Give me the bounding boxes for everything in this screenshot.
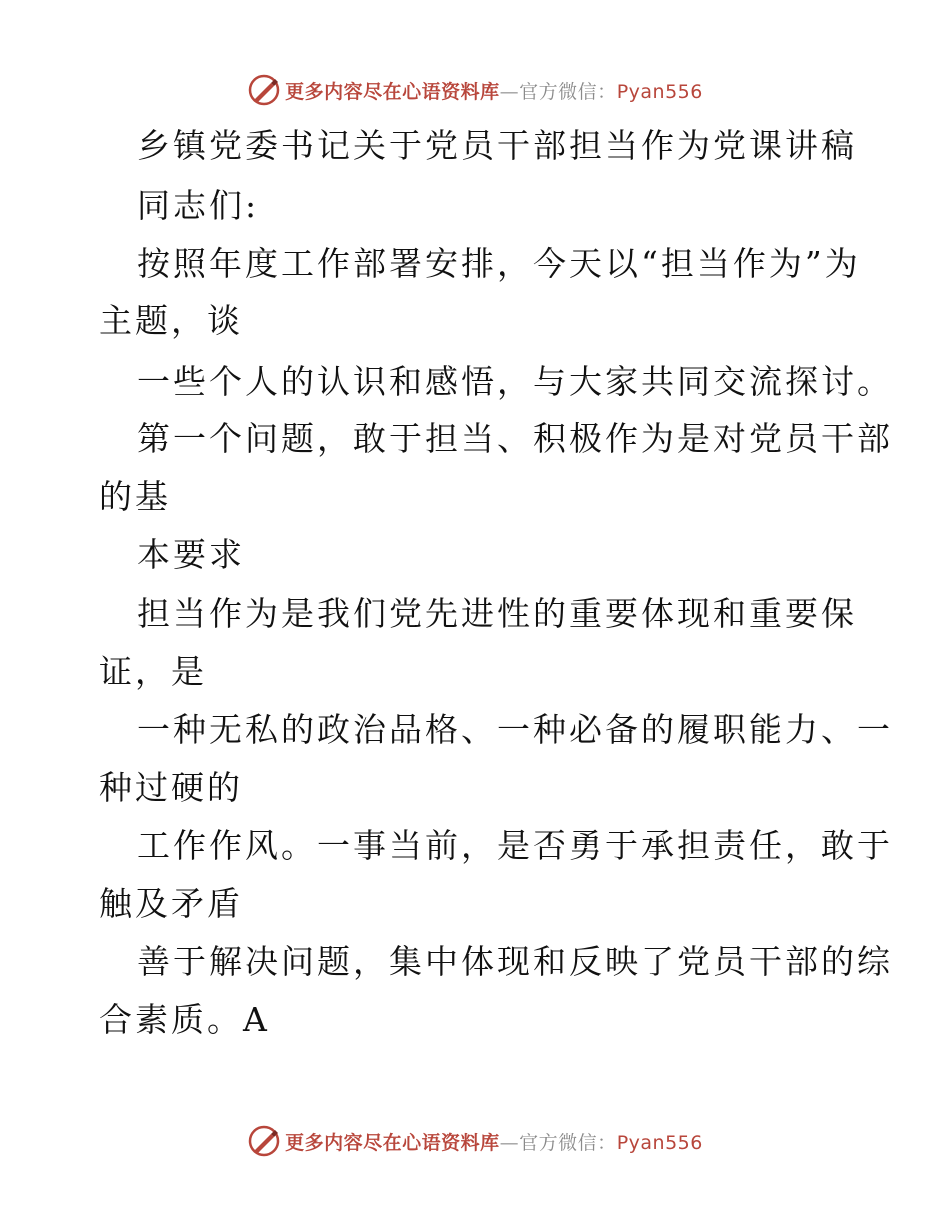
paragraph-line: 触及矛盾 xyxy=(99,884,243,923)
paragraph-line: 善于解决问题，集中体现和反映了党员干部的综 xyxy=(137,942,893,981)
section-heading-line: 本要求 xyxy=(137,535,245,574)
paragraph-line: 证，是 xyxy=(99,652,207,691)
paragraph-line: 第一个问题，敢于担当、积极作为是对党员干部 xyxy=(137,419,893,458)
banner-account: Pyan556 xyxy=(616,1131,703,1154)
banner-text xyxy=(285,1128,703,1155)
paragraph-line: 按照年度工作部署安排，今天以“担当作为”为 xyxy=(137,244,861,283)
banner-brand: 更多内容尽在心语资料库 xyxy=(285,1131,500,1154)
banner-wechat-label: 官方微信： xyxy=(519,80,617,103)
pen-logo-icon xyxy=(247,1124,281,1158)
paragraph-line: 主题，谈 xyxy=(99,301,243,340)
paragraph-line: 担当作为是我们党先进性的重要体现和重要保 xyxy=(137,594,857,633)
paragraph-line: 一些个人的认识和感悟，与大家共同交流探讨。 xyxy=(137,362,893,401)
banner-account: Pyan556 xyxy=(616,80,703,103)
banner-brand: 更多内容尽在心语资料库 xyxy=(285,80,500,103)
paragraph-line: 同志们: xyxy=(137,186,260,225)
footer-banner xyxy=(0,1121,950,1161)
document-title: 乡镇党委书记关于党员干部担当作为党课讲稿 xyxy=(137,126,857,165)
banner-wechat-label: 官方微信： xyxy=(519,1131,617,1154)
paragraph-line: 种过硬的 xyxy=(99,768,243,807)
paragraph-line: 的基 xyxy=(99,477,171,516)
banner-dash: — xyxy=(499,80,520,103)
paragraph-line: 合素质。A xyxy=(99,1000,270,1039)
paragraph-line: 工作作风。一事当前，是否勇于承担责任，敢于 xyxy=(137,826,893,865)
banner-dash: — xyxy=(499,1131,520,1154)
paragraph-line: 一种无私的政治品格、一种必备的履职能力、一 xyxy=(137,710,893,749)
